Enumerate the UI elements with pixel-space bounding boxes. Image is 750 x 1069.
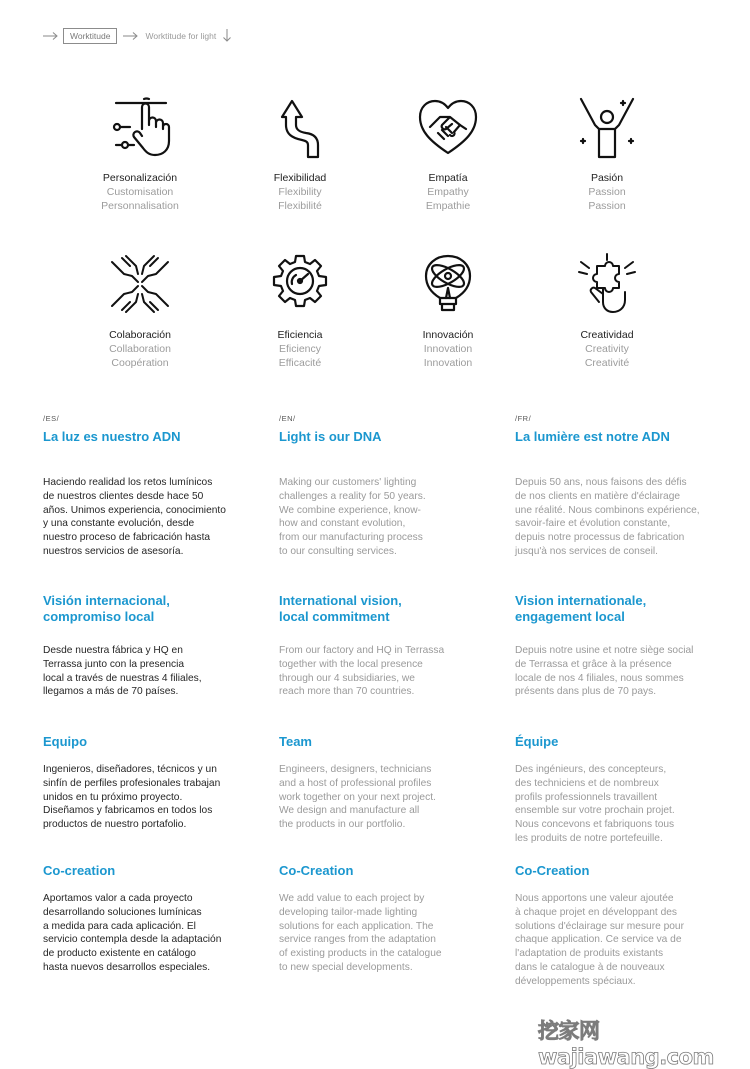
value-label-en: Passion bbox=[588, 186, 626, 198]
winding-arrow-icon bbox=[268, 95, 332, 159]
text-line: Aportamos valor a cada proyecto bbox=[43, 893, 193, 904]
text-line: From our factory and HQ in Terrassa bbox=[279, 645, 445, 656]
text-line: We combine experience, know- bbox=[279, 504, 421, 516]
value-label-en: Empathy bbox=[427, 186, 469, 198]
value-creativity bbox=[537, 252, 677, 370]
text-line: to new special developments. bbox=[279, 961, 413, 973]
text-line: Des ingénieurs, des concepteurs, bbox=[515, 764, 667, 775]
text-line: engagement local bbox=[515, 608, 625, 624]
heading-vision bbox=[515, 593, 646, 624]
value-label-es: Colaboración bbox=[109, 329, 171, 341]
text-line: à chaque projet en développant des bbox=[515, 906, 677, 918]
value-personalization bbox=[70, 95, 210, 213]
text-line: of existing products in the catalogue bbox=[279, 948, 442, 960]
atom-bulb-icon bbox=[416, 252, 480, 316]
text-line: compromiso local bbox=[43, 608, 155, 624]
text-line: unidos en tu próximo proyecto. bbox=[43, 791, 183, 803]
paragraph-vision bbox=[279, 644, 444, 699]
text-line: des techniciens et de nombreux bbox=[515, 777, 659, 789]
text-line: y una constante evolución, desde bbox=[43, 518, 195, 530]
text-line: présents dans plus de 70 pays. bbox=[515, 686, 657, 698]
value-label-fr: Personnalisation bbox=[101, 200, 179, 212]
breadcrumb-current: Worktitude for light bbox=[145, 31, 217, 41]
text-line: servicio contempla desde la adaptación bbox=[43, 934, 222, 946]
arrow-right-icon bbox=[123, 31, 139, 41]
heart-handshake-icon bbox=[416, 95, 480, 159]
text-line: service ranges from the adaptation bbox=[279, 934, 436, 946]
text-line: solutions d'éclairage sur mesure pour bbox=[515, 920, 684, 932]
text-line: how and constant evolution, bbox=[279, 518, 406, 530]
text-line: nuestro proceso de fabricación hasta bbox=[43, 532, 211, 544]
heading-team: Equipo bbox=[43, 734, 88, 749]
text-line: Engineers, designers, technicians bbox=[279, 764, 432, 775]
value-label-en: Innovation bbox=[423, 343, 473, 355]
heading-vision bbox=[279, 593, 402, 624]
value-innovation bbox=[378, 252, 518, 370]
arrow-down-icon bbox=[222, 29, 232, 43]
text-line: les produits de notre portefeuille. bbox=[515, 832, 663, 844]
text-line: International vision, bbox=[279, 593, 402, 608]
heading-cocreation: Co-creation bbox=[43, 863, 116, 878]
text-line: locale de nos 4 filiales, nous sommes bbox=[515, 672, 684, 684]
value-collaboration bbox=[70, 252, 210, 370]
paragraph-cocreation bbox=[43, 892, 221, 975]
text-line: años. Unimos experiencia, conocimiento bbox=[43, 504, 226, 516]
text-line: savoir-faire et évolution constante, bbox=[515, 518, 671, 530]
value-label-es: Eficiencia bbox=[277, 329, 323, 341]
value-label-en: Creativity bbox=[585, 343, 629, 355]
text-line: Vision internationale, bbox=[515, 593, 647, 608]
value-label-es: Empatía bbox=[428, 172, 468, 184]
heading-vision bbox=[43, 593, 170, 624]
text-line: de Terrassa et grâce à la présence bbox=[515, 658, 672, 670]
cheering-person-icon bbox=[575, 95, 639, 159]
paragraph-cocreation bbox=[279, 892, 442, 975]
text-line: a medida para cada aplicación. El bbox=[43, 920, 196, 932]
value-label-fr: Efficacité bbox=[278, 357, 322, 369]
paragraph-team bbox=[515, 763, 675, 846]
text-line: l'adaptation de produits existants bbox=[515, 948, 664, 960]
value-label-fr: Empathie bbox=[425, 200, 471, 212]
value-label-fr: Passion bbox=[588, 200, 626, 212]
text-line: Haciendo realidad los retos lumínicos bbox=[43, 477, 213, 488]
text-line: de nuestros clientes desde hace 50 bbox=[43, 490, 204, 502]
text-line: reach more than 70 countries. bbox=[279, 686, 415, 698]
text-line: profils professionnels travaillent bbox=[515, 791, 658, 803]
text-line: together with the local presence bbox=[279, 658, 423, 670]
breadcrumb bbox=[43, 28, 232, 44]
text-line: solutions for each application. The bbox=[279, 920, 434, 932]
text-line: desarrollando soluciones lumínicas bbox=[43, 906, 202, 918]
paragraph-team bbox=[43, 763, 220, 832]
text-line: We design and manufacture all bbox=[279, 805, 420, 817]
heading-cocreation: Co-Creation bbox=[515, 863, 590, 878]
heading-cocreation: Co-Creation bbox=[279, 863, 354, 878]
value-label-es: Innovación bbox=[422, 329, 474, 341]
value-label-en: Flexibility bbox=[278, 186, 322, 198]
text-line: developing tailor-made lighting bbox=[279, 906, 418, 918]
text-line: llegamos a más de 70 países. bbox=[43, 686, 179, 698]
text-line: through our 4 subsidiaries, we bbox=[279, 672, 415, 684]
text-line: Diseñamos y fabricamos en todos los bbox=[43, 805, 213, 817]
heading-team: Team bbox=[279, 734, 312, 749]
text-line: Depuis 50 ans, nous faisons des défis bbox=[515, 477, 687, 488]
value-label-fr: Creativité bbox=[584, 357, 630, 369]
text-line: challenges a reality for 50 years. bbox=[279, 490, 426, 502]
text-line: de nos clients en matière d'éclairage bbox=[515, 490, 681, 502]
heading-team: Équipe bbox=[515, 734, 559, 749]
text-line: Nous concevons et fabriquons tous bbox=[515, 819, 675, 831]
value-flexibility bbox=[230, 95, 370, 213]
value-label-en: Customisation bbox=[106, 186, 174, 198]
text-line: de producto existente en catálogo bbox=[43, 948, 196, 960]
value-label-fr: Flexibilité bbox=[278, 200, 322, 212]
value-label-es: Pasión bbox=[590, 172, 624, 184]
value-passion bbox=[537, 95, 677, 213]
paragraph-dna bbox=[515, 476, 700, 559]
text-line: Nous apportons une valeur ajoutée bbox=[515, 893, 674, 904]
breadcrumb-worktitude[interactable]: Worktitude bbox=[63, 28, 117, 44]
value-label-en: Eficiency bbox=[278, 343, 321, 355]
text-line: une réalité. Nous combinons expérience, bbox=[515, 504, 700, 516]
paragraph-team bbox=[279, 763, 436, 832]
value-empathy bbox=[378, 95, 518, 213]
four-hands-icon bbox=[108, 252, 172, 316]
text-line: dans le catalogue à de nouveaux bbox=[515, 961, 665, 973]
text-line: We add value to each project by bbox=[279, 893, 425, 904]
puzzle-hand-icon bbox=[575, 252, 639, 316]
language-tag: /FR/ bbox=[515, 414, 532, 423]
text-line: ensemble sur votre prochain projet. bbox=[515, 805, 675, 817]
text-line: jusqu'à nos services de conseil. bbox=[515, 545, 658, 557]
language-tag: /ES/ bbox=[43, 414, 60, 423]
text-line: work together on your next project. bbox=[279, 791, 436, 803]
heading-dna: La lumière est notre ADN bbox=[515, 429, 670, 444]
arrow-right-icon bbox=[43, 31, 59, 41]
text-line: sinfín de perfiles profesionales trabajan bbox=[43, 777, 221, 789]
value-label-fr: Coopération bbox=[111, 357, 169, 369]
text-line: local commitment bbox=[279, 608, 390, 624]
text-line: Ingenieros, diseñadores, técnicos y un bbox=[43, 764, 217, 775]
value-label-es: Personalización bbox=[102, 172, 178, 184]
paragraph-cocreation bbox=[515, 892, 684, 989]
language-tag: /EN/ bbox=[279, 414, 296, 423]
heading-dna: La luz es nuestro ADN bbox=[43, 429, 181, 444]
text-line: Depuis notre usine et notre siège social bbox=[515, 645, 694, 656]
paragraph-vision bbox=[515, 644, 693, 699]
paragraph-vision bbox=[43, 644, 202, 699]
text-line: from our manufacturing process bbox=[279, 532, 423, 544]
text-line: Making our customers' lighting bbox=[279, 477, 417, 488]
text-line: the products in our portfolio. bbox=[279, 819, 406, 831]
value-label-fr: Innovation bbox=[423, 357, 473, 369]
text-line: développements spéciaux. bbox=[515, 975, 636, 987]
value-label-es: Creatividad bbox=[580, 329, 634, 341]
value-label-en: Collaboration bbox=[109, 343, 171, 355]
text-line: and a host of professional profiles bbox=[279, 777, 432, 789]
paragraph-dna bbox=[279, 476, 426, 559]
value-efficiency bbox=[230, 252, 370, 370]
paragraph-dna bbox=[43, 476, 226, 559]
personalization-hand-icon bbox=[108, 95, 172, 159]
text-line: productos de nuestro portafolio. bbox=[43, 819, 187, 831]
heading-dna: Light is our DNA bbox=[279, 429, 382, 444]
gear-gauge-icon bbox=[268, 252, 332, 316]
text-line: chaque application. Ce service va de bbox=[515, 934, 682, 946]
text-line: Terrassa junto con la presencia bbox=[43, 658, 185, 670]
text-line: hasta nuevos desarrollos especiales. bbox=[43, 961, 211, 973]
text-line: nuestros servicios de asesoría. bbox=[43, 545, 184, 557]
text-line: depuis notre processus de fabrication bbox=[515, 532, 685, 544]
text-line: local a través de nuestras 4 filiales, bbox=[43, 672, 202, 684]
watermark: 挖家网 wajiawang.com bbox=[538, 1019, 714, 1069]
text-line: Desde nuestra fábrica y HQ en bbox=[43, 645, 183, 656]
text-line: to our consulting services. bbox=[279, 545, 397, 557]
text-line: Visión internacional, bbox=[43, 593, 170, 608]
value-label-es: Flexibilidad bbox=[273, 172, 327, 184]
